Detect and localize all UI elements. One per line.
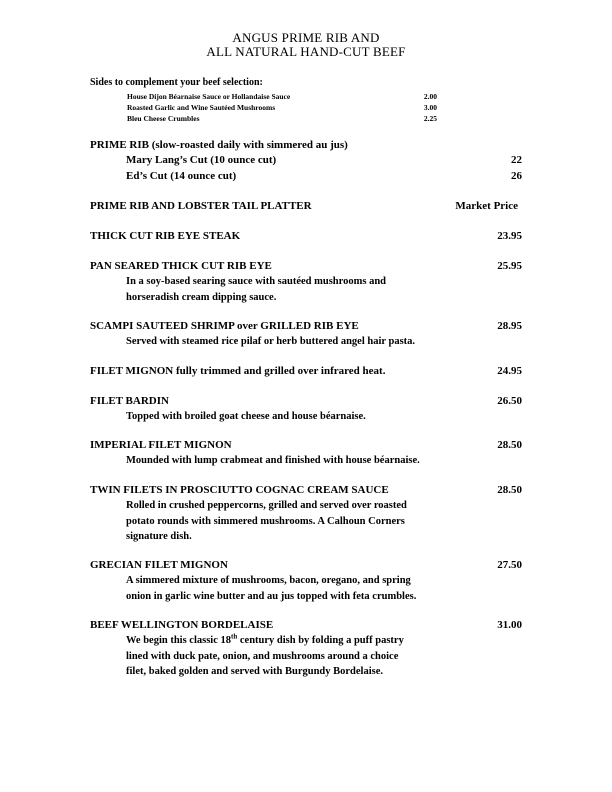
desc-line: Mounded with lump crabmeat and finished with house béarnaise. bbox=[126, 455, 420, 466]
side-item-price: 2.00 bbox=[423, 92, 437, 101]
prime-rib-cut bbox=[126, 170, 522, 182]
item-price: 28.95 bbox=[497, 320, 522, 332]
desc-text: century dish by folding a puff pastry bbox=[237, 635, 404, 646]
desc-line: onion in garlic wine butter and au jus topped with feta crumbles. bbox=[126, 590, 417, 602]
desc-line: A simmered mixture of mushrooms, bacon, oregano, and spring bbox=[126, 575, 411, 586]
menu-item bbox=[90, 439, 522, 451]
item-price: 31.00 bbox=[497, 619, 522, 631]
desc-line: filet, baked golden and served with Burgundy Bordelaise. bbox=[126, 666, 383, 678]
item-description bbox=[126, 274, 486, 305]
desc-line: In a soy-based searing sauce with sautéed mushrooms and bbox=[126, 276, 387, 287]
desc-line: Rolled in crushed peppercorns, grilled and served over roasted bbox=[126, 500, 407, 511]
desc-line: signature dish. bbox=[126, 531, 192, 543]
ordinal-suffix: th bbox=[231, 632, 238, 641]
item-name: PRIME RIB AND LOBSTER TAIL PLATTER bbox=[90, 200, 312, 212]
desc-line: potato rounds with simmered mushrooms. A Calhoun Corners bbox=[126, 515, 405, 527]
side-item bbox=[127, 92, 437, 101]
cut-name: Mary Lang’s Cut (10 ounce cut) bbox=[126, 154, 277, 166]
desc-line: Served with steamed rice pilaf or herb buttered angel hair pasta. bbox=[126, 336, 416, 347]
desc-line: horseradish cream dipping sauce. bbox=[126, 291, 277, 303]
item-name: GRECIAN FILET MIGNON bbox=[90, 559, 228, 571]
cut-name: Ed’s Cut (14 ounce cut) bbox=[126, 170, 237, 182]
item-name: PAN SEARED THICK CUT RIB EYE bbox=[90, 260, 272, 272]
item-name: FILET BARDIN bbox=[90, 395, 169, 407]
item-price-market: Market Price bbox=[455, 200, 518, 212]
side-item-name: Bleu Cheese Crumbles bbox=[127, 114, 200, 123]
side-item-name: House Dijon Béarnaise Sauce or Hollandaise Sauce bbox=[127, 92, 291, 101]
item-description bbox=[126, 409, 486, 425]
side-item bbox=[127, 103, 437, 112]
item-name: IMPERIAL FILET MIGNON bbox=[90, 439, 232, 451]
item-price: 28.50 bbox=[497, 439, 522, 451]
side-item-name: Roasted Garlic and Wine Sautéed Mushrooms bbox=[127, 103, 276, 112]
item-description bbox=[126, 498, 486, 545]
item-description bbox=[126, 334, 486, 350]
desc-line: lined with duck pate, onion, and mushrooms around a choice bbox=[126, 650, 399, 662]
menu-item bbox=[90, 230, 522, 242]
item-price: 24.95 bbox=[497, 365, 522, 377]
item-name: SCAMPI SAUTEED SHRIMP over GRILLED RIB EYE bbox=[90, 320, 359, 332]
side-item bbox=[127, 114, 437, 123]
item-name: FILET MIGNON fully trimmed and grilled over infrared heat. bbox=[90, 365, 386, 377]
menu-item bbox=[90, 559, 522, 571]
side-item-price: 3.00 bbox=[423, 103, 437, 112]
menu-title-line2: ALL NATURAL HAND-CUT BEEF bbox=[206, 44, 406, 59]
item-price: 25.95 bbox=[497, 260, 522, 272]
desc-line bbox=[126, 633, 486, 649]
item-name: THICK CUT RIB EYE STEAK bbox=[90, 230, 241, 242]
cut-price: 26 bbox=[511, 170, 522, 182]
item-price: 28.50 bbox=[497, 484, 522, 496]
item-description bbox=[126, 633, 486, 680]
sides-heading: Sides to complement your beef selection: bbox=[90, 77, 263, 88]
desc-text: We begin this classic 18 bbox=[126, 635, 232, 646]
prime-rib-cut bbox=[126, 154, 522, 166]
item-price: 27.50 bbox=[497, 559, 522, 571]
item-name: BEEF WELLINGTON BORDELAISE bbox=[90, 619, 274, 631]
menu-item bbox=[90, 365, 522, 377]
item-name: TWIN FILETS IN PROSCIUTTO COGNAC CREAM SAUCE bbox=[90, 484, 389, 496]
menu-title-line1: ANGUS PRIME RIB AND bbox=[232, 30, 380, 45]
item-price: 26.50 bbox=[497, 395, 522, 407]
desc-line: Topped with broiled goat cheese and house béarnaise. bbox=[126, 411, 366, 422]
side-item-price: 2.25 bbox=[423, 114, 437, 123]
menu-item bbox=[90, 260, 522, 272]
menu-item bbox=[90, 320, 522, 332]
item-price: 23.95 bbox=[497, 230, 522, 242]
item-description bbox=[126, 453, 486, 469]
menu-item bbox=[90, 395, 522, 407]
menu-item bbox=[90, 484, 522, 496]
prime-rib-heading: PRIME RIB (slow-roasted daily with simmered au jus) bbox=[90, 139, 348, 151]
item-description bbox=[126, 573, 486, 604]
menu-item bbox=[90, 619, 522, 631]
cut-price: 22 bbox=[511, 154, 522, 166]
